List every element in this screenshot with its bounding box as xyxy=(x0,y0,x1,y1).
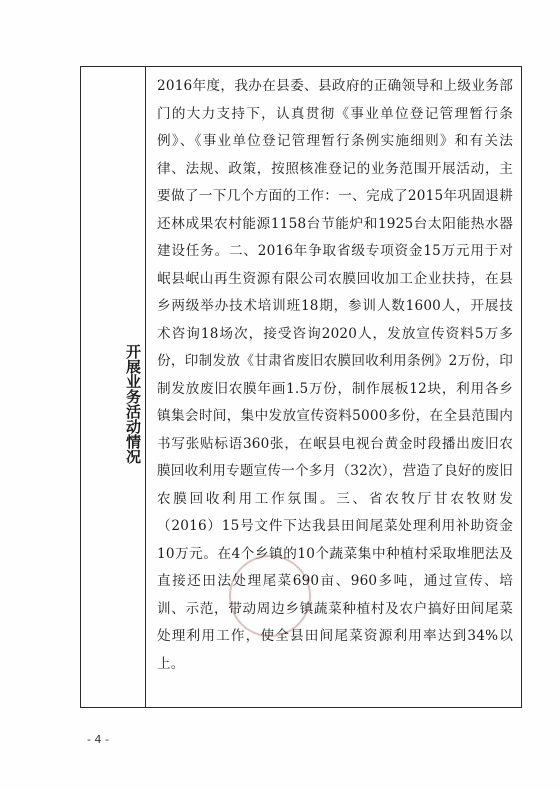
label-column xyxy=(81,67,146,707)
activity-description: 2016年度，我办在县委、县政府的正确领导和上级业务部门的大力支持下，认真贯彻《事业单位登记管理暂行条例》、《事业单位登记管理暂行条例实施细则》和有关法律、法规、政策，按照核准登记的业务范围开展活动，主要做了一下几个方面的工作：一、完成了2015年巩固退耕还林成果农村能源1158台节能炉和1925台太阳能热水器建设任务。二、2016年争取省级专项资金15万元用于对岷县岷山再生资源有限公司农膜回收加工企业扶持，在县乡两级举办技术培训班18期，参训人数1600人，开展技术咨询18场次，接受咨询2020人，发放宣传资料5万多份，印制发放《甘肃省废旧农膜回收利用条例》2万份，印制发放废旧农膜年画1.5万份，制作展板12块，利用各乡镇集会时间，集中发放宣传资料5000多份，在全县范围内书写张贴标语360张，在岷县电视台黄金时段播出废旧农膜回收利用专题宣传一个多月（32次），营造了良好的废旧农膜回收利用工作氛围。三、省农牧厅甘农牧财发（2016）15号文件下达我县田间尾菜处理利用补助资金10万元。在4个乡镇的10个蔬菜集中种植村采取堆肥法及直接还田法处理尾菜690亩、960多吨，通过宣传、培训、示范，带动周边乡镇蔬菜种植村及农户搞好田间尾菜处理利用工作，使全县田间尾菜资源利用率达到34%以上。 xyxy=(157,78,513,672)
section-label: 开展业务活动情况 xyxy=(124,344,142,464)
content-column xyxy=(147,73,513,678)
activity-form-table xyxy=(80,66,522,708)
page-number: - 4 - xyxy=(87,733,109,746)
